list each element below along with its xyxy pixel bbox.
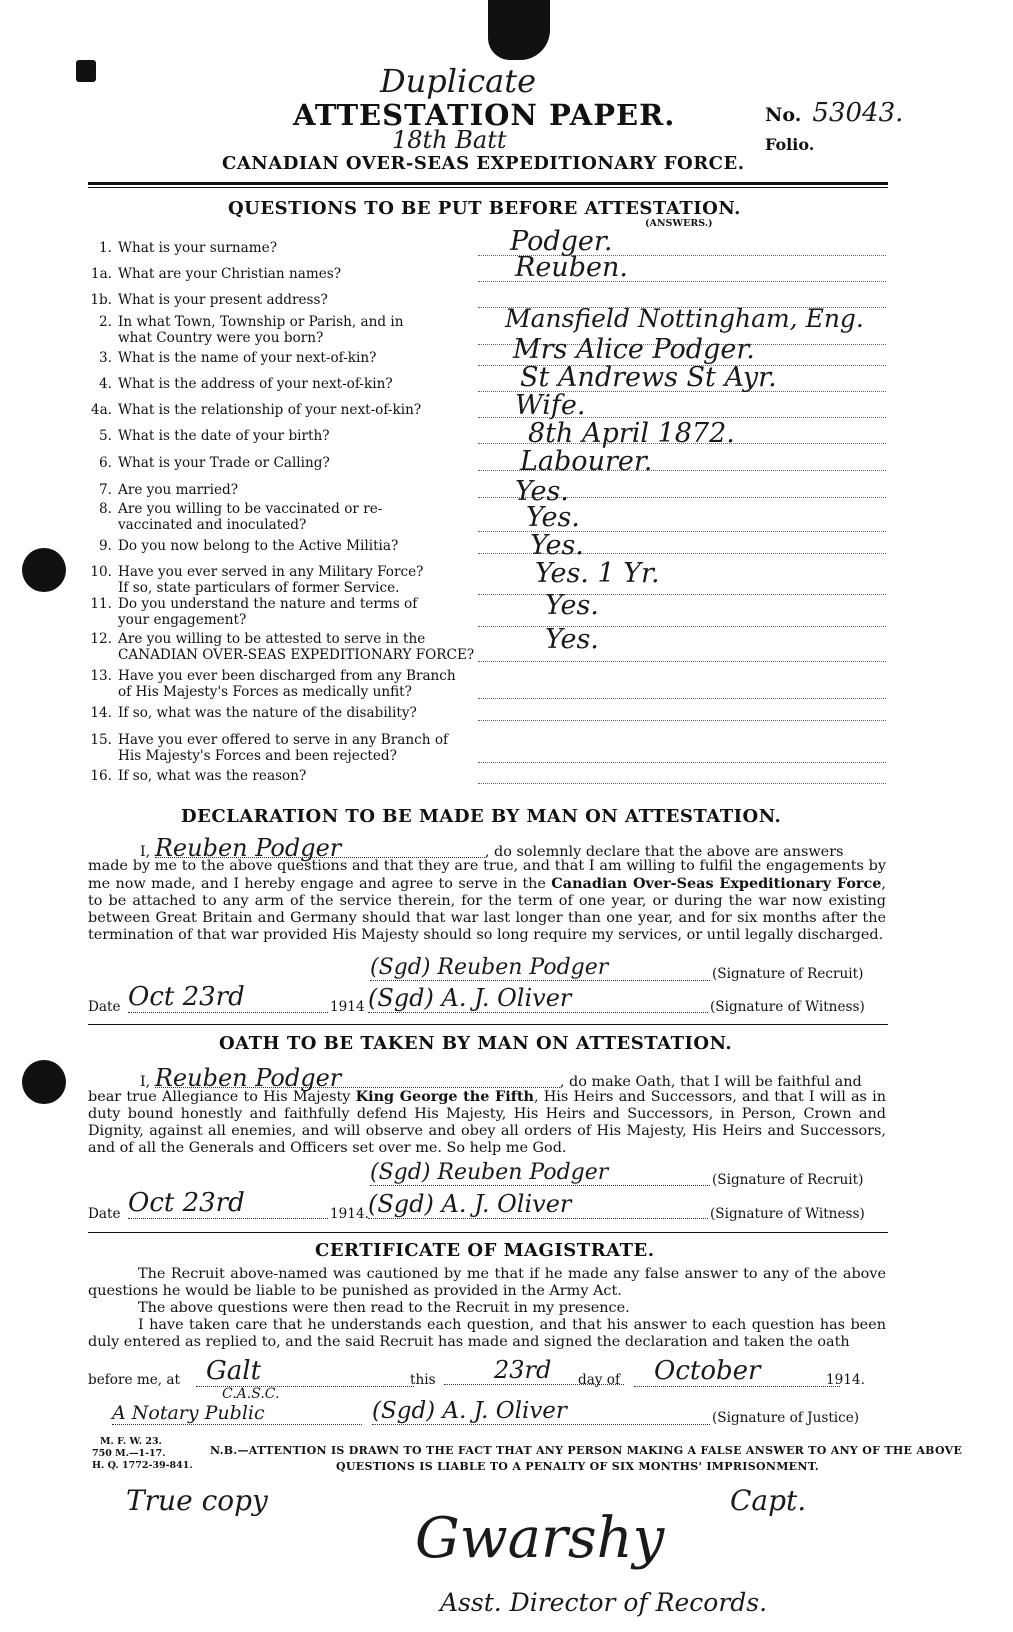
question-row	[88, 240, 277, 256]
question-number: 1a.	[90, 266, 112, 282]
header-rule-thick	[88, 182, 888, 185]
question-number: 4.	[99, 376, 112, 392]
question-number: 4a.	[90, 402, 112, 418]
oath-recruit-label: (Signature of Recruit)	[712, 1172, 864, 1188]
question-number: 3.	[99, 350, 112, 366]
question-row	[88, 501, 382, 533]
answer-value: Yes.	[526, 502, 580, 533]
answer-value: Yes.	[530, 530, 584, 561]
question-text-continued: what Country were you born?	[118, 330, 324, 346]
declaration-witness-signature: (Sgd) A. J. Oliver	[368, 984, 708, 1013]
declaration-witness-label: (Signature of Witness)	[710, 999, 865, 1015]
punch-hole-bottom	[22, 1060, 66, 1104]
question-row	[88, 705, 417, 721]
answer-line	[478, 594, 886, 595]
declaration-date-value: Oct 23rd	[128, 982, 328, 1013]
question-text: What are your Christian names?	[118, 266, 342, 282]
justice-signature: (Sgd) A. J. Oliver	[372, 1398, 710, 1425]
question-number: 2.	[99, 314, 112, 330]
certificate-heading: CERTIFICATE OF MAGISTRATE.	[315, 1240, 655, 1261]
question-row	[88, 768, 306, 784]
question-number: 15.	[90, 732, 112, 748]
certificate-p1: The Recruit above-named was cautioned by me that if he made any false answer to any of the above questions he would be liable to be punished as provided in the Army Act.	[88, 1266, 886, 1299]
declaration-text-bold: Canadian Over-Seas Expeditionary Force	[551, 875, 882, 892]
oath-heading: OATH TO BE TAKEN BY MAN ON ATTESTATION.	[219, 1033, 733, 1054]
question-text: What is the name of your next-of-kin?	[118, 350, 377, 366]
justice-label: (Signature of Justice)	[712, 1410, 860, 1426]
form-codes	[92, 1436, 193, 1472]
question-number: 11.	[90, 596, 112, 612]
oath-body	[88, 1088, 886, 1157]
question-row	[88, 376, 393, 392]
page-title: ATTESTATION PAPER.	[293, 98, 676, 132]
question-row	[88, 732, 448, 764]
question-text-continued: vaccinated and inoculated?	[118, 517, 307, 533]
oath-text-a: bear true Allegiance to His Majesty	[88, 1089, 356, 1105]
corner-mark	[76, 60, 96, 82]
nb-notice-line1: N.B.—ATTENTION IS DRAWN TO THE FACT THAT ANY PERSON MAKING A FALSE ANSWER TO ANY OF THE ABOVE	[210, 1444, 963, 1457]
question-text: If so, what was the reason?	[118, 768, 307, 784]
punch-hole-top	[22, 548, 66, 592]
question-text: If so, what was the nature of the disability?	[118, 705, 417, 721]
answer-line	[478, 698, 886, 699]
day-of-label: day of	[578, 1372, 621, 1388]
question-row	[88, 402, 421, 418]
question-number: 16.	[90, 768, 112, 784]
answer-line	[478, 661, 886, 662]
oath-date-label: Date	[88, 1206, 121, 1222]
answer-value: Wife.	[515, 390, 586, 421]
question-row	[88, 292, 328, 308]
folio-label: Folio.	[765, 135, 815, 154]
question-row	[88, 668, 456, 700]
declaration-heading: DECLARATION TO BE MADE BY MAN ON ATTESTATION.	[181, 806, 782, 827]
oath-recruit-signature: (Sgd) Reuben Podger	[370, 1160, 710, 1186]
records-officer-signature: Gwarshy	[415, 1506, 665, 1571]
answer-line	[478, 783, 886, 784]
declaration-name-field: Reuben Podger	[155, 839, 485, 858]
nb-notice-line2: QUESTIONS IS LIABLE TO A PENALTY OF SIX MONTHS' IMPRISONMENT.	[336, 1460, 819, 1473]
question-text: What is the date of your birth?	[118, 428, 330, 444]
place-sub-field: C.A.S.C.	[222, 1386, 280, 1402]
top-blot	[488, 0, 550, 60]
day-field: 23rd	[444, 1356, 624, 1385]
question-text: Are you willing to be vaccinated or re-	[118, 501, 383, 517]
answer-value: Reuben.	[515, 252, 628, 283]
question-row	[88, 266, 341, 282]
declaration-recruit-label: (Signature of Recruit)	[712, 966, 864, 982]
true-copy-annotation: True copy	[126, 1484, 268, 1517]
oath-year: 1914.	[330, 1206, 369, 1222]
question-text: What is your present address?	[118, 292, 328, 308]
oath-text-b: , His Heirs and Successors, and that I will as in duty bound honestly and faithfully defend His Majesty, His Heirs and Successors, in Person, Crown and Dignity, against all enemies, and will observe and obey all orders of His Majesty, His Heirs and Successors, and of all the Generals and Officers set over me. So help me God.	[88, 1089, 886, 1156]
question-text: Have you ever served in any Military Force?	[118, 564, 424, 580]
oath-text-bold: King George the Fifth	[355, 1088, 535, 1105]
certificate-year: 1914.	[826, 1372, 865, 1388]
questions-heading: QUESTIONS TO BE PUT BEFORE ATTESTATION.	[228, 198, 741, 219]
oath-witness-label: (Signature of Witness)	[710, 1206, 865, 1222]
oath-i-label: I,	[140, 1074, 151, 1090]
declaration-i-label: I,	[140, 844, 151, 860]
number-value: 53043.	[812, 98, 904, 128]
answer-value: St Andrews St Ayr.	[520, 362, 777, 393]
director-annotation: Asst. Director of Records.	[440, 1588, 768, 1617]
answer-value: Yes.	[515, 476, 569, 507]
force-title: CANADIAN OVER-SEAS EXPEDITIONARY FORCE.	[222, 153, 745, 174]
question-row	[88, 455, 330, 471]
question-row	[88, 631, 474, 663]
regimental-number	[765, 98, 903, 128]
question-number: 10.	[90, 564, 112, 580]
question-number: 1.	[99, 240, 112, 256]
question-text: Are you married?	[118, 482, 238, 498]
declaration-body	[88, 858, 886, 944]
question-text: What is the relationship of your next-of-kin?	[118, 402, 422, 418]
question-row	[88, 538, 398, 554]
question-text-continued: of His Majesty's Forces as medically unfit?	[118, 684, 412, 700]
declaration-date-label: Date	[88, 999, 121, 1015]
question-number: 7.	[99, 482, 112, 498]
question-number: 8.	[99, 501, 112, 517]
question-text: What is the address of your next-of-kin?	[118, 376, 393, 392]
oath-witness-signature: (Sgd) A. J. Oliver	[368, 1190, 708, 1219]
question-text-continued: His Majesty's Forces and been rejected?	[118, 748, 397, 764]
oath-date-value: Oct 23rd	[128, 1188, 328, 1219]
declaration-text-b: , to be attached to any arm of the service therein, for the term of one year, or during the war now existing between Great Britain and Germany should that war last longer than one year, and for six months after the termination of that war provided His Majesty should so long require my services, or until legally discharged.	[88, 876, 886, 943]
answer-value: 8th April 1872.	[528, 418, 735, 449]
answer-value: Yes. 1 Yr.	[535, 558, 660, 589]
question-text: Have you ever offered to serve in any Branch of	[118, 732, 449, 748]
answer-value: Yes.	[545, 590, 599, 621]
answer-line	[478, 626, 886, 627]
question-number: 6.	[99, 455, 112, 471]
declaration-rule	[88, 1024, 888, 1025]
question-number: 12.	[90, 631, 112, 647]
header-rule-thin	[88, 187, 888, 188]
answer-value: Mansfield Nottingham, Eng.	[505, 304, 864, 333]
duplicate-annotation: Duplicate	[380, 62, 537, 100]
answer-value: Labourer.	[520, 446, 653, 477]
answer-line	[478, 720, 886, 721]
declaration-year: 1914	[330, 999, 365, 1015]
month-field: October	[634, 1356, 840, 1387]
declaration-text-line1: , do solemnly declare that the above are answers	[484, 844, 844, 860]
declaration-recruit-signature: (Sgd) Reuben Podger	[370, 955, 710, 981]
form-code: M. F. W. 23.	[100, 1436, 162, 1447]
oath-name-field: Reuben Podger	[155, 1069, 560, 1088]
question-row	[88, 564, 423, 596]
declaration-text-a: made by me to the above questions and that they are true, and that I am willing to fulfil the engagements by me now made, and I hereby engage and agree to serve in the	[88, 858, 886, 892]
battalion-annotation: 18th Batt	[392, 126, 507, 154]
oath-text-line1: , do make Oath, that I will be faithful and	[559, 1074, 862, 1090]
question-text: Have you ever been discharged from any Branch	[118, 668, 456, 684]
certificate-p2: The above questions were then read to the Recruit in my presence.	[138, 1300, 630, 1316]
question-row	[88, 482, 238, 498]
answer-value: Yes.	[545, 624, 599, 655]
question-text: Are you willing to be attested to serve in the	[118, 631, 426, 647]
question-number: 1b.	[90, 292, 112, 308]
this-label: this	[410, 1372, 436, 1388]
question-row	[88, 596, 417, 628]
answers-label: (ANSWERS.)	[645, 218, 713, 229]
question-text: What is your surname?	[118, 240, 278, 256]
question-number: 5.	[99, 428, 112, 444]
before-me-label: before me, at	[88, 1372, 180, 1388]
question-number: 9.	[99, 538, 112, 554]
question-text: Do you now belong to the Active Militia?	[118, 538, 399, 554]
question-row	[88, 428, 330, 444]
notary-field: A Notary Public	[112, 1402, 362, 1425]
question-row	[88, 350, 376, 366]
question-text-continued: If so, state particulars of former Service.	[118, 580, 400, 596]
question-text: In what Town, Township or Parish, and in	[118, 314, 404, 330]
certificate-p3: I have taken care that he understands each question, and that his answer to each question has been duly entered as replied to, and the said Recruit has made and signed the declaration and taken the oath	[88, 1317, 886, 1350]
question-text-continued: your engagement?	[118, 612, 247, 628]
question-text: What is your Trade or Calling?	[118, 455, 330, 471]
answer-line	[478, 762, 886, 763]
rank-annotation: Capt.	[730, 1484, 807, 1517]
question-text-continued: CANADIAN OVER-SEAS EXPEDITIONARY FORCE?	[118, 647, 475, 663]
question-number: 14.	[90, 705, 112, 721]
place-field: Galt	[196, 1356, 414, 1387]
question-row	[88, 314, 404, 346]
form-code: 750 M.—1-17.	[92, 1448, 166, 1459]
number-label: No.	[765, 104, 802, 126]
answer-value: Podger.	[510, 226, 613, 257]
form-code: H. Q. 1772-39-841.	[92, 1460, 193, 1471]
question-number: 13.	[90, 668, 112, 684]
answer-value: Mrs Alice Podger.	[513, 334, 755, 365]
question-text: Do you understand the nature and terms of	[118, 596, 418, 612]
oath-rule	[88, 1232, 888, 1233]
certificate-text	[88, 1266, 886, 1351]
